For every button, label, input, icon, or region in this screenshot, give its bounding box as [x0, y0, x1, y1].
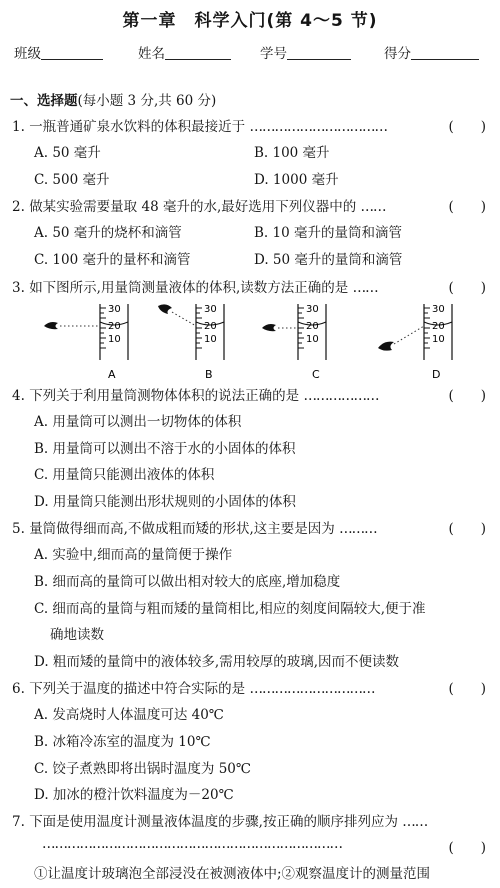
option-c[interactable]: C. 饺子煮熟即将出锅时温度为 50℃ [34, 761, 252, 777]
scale-label-10: 10 [306, 334, 319, 345]
question-stem: 量筒做得细而高,不做成粗而矮的形状,这主要是因为 [29, 521, 335, 537]
leader-dots: ……… [339, 521, 377, 537]
option-b[interactable]: B. 细而高的量筒可以做出相对较大的底座,增加稳度 [34, 574, 341, 590]
option-c[interactable]: C. 500 毫升 [34, 172, 110, 188]
option-a[interactable]: A. 发高烧时人体温度可达 40℃ [34, 707, 224, 723]
score-field[interactable] [384, 42, 479, 62]
answer-paren[interactable]: ( ) [448, 521, 486, 537]
question-1 [12, 115, 490, 135]
figure-label-b: B [205, 368, 213, 381]
scale-label-20: 20 [204, 321, 217, 332]
option-d[interactable]: D. 50 毫升的量筒和滴管 [254, 252, 403, 268]
scale-label-30: 30 [306, 304, 319, 315]
score-blank[interactable] [411, 45, 479, 60]
question-number: 7. [12, 814, 25, 830]
class-label: 班级 [14, 46, 41, 62]
class-blank[interactable] [41, 45, 103, 60]
question-7 [12, 810, 490, 830]
scale-label-20: 20 [306, 321, 319, 332]
question-stem: 下列关于温度的描述中符合实际的是 [29, 681, 246, 697]
question-number: 6. [12, 681, 25, 697]
question-stem: 下面是使用温度计测量液体温度的步骤,按正确的顺序排列应为 [29, 814, 398, 830]
scale-label-20: 20 [108, 321, 121, 332]
class-field[interactable] [14, 42, 103, 62]
leader-dots: ……………………………………………………………… [42, 836, 342, 852]
answer-paren[interactable]: ( ) [448, 681, 486, 697]
option-c[interactable]: C. 细而高的量筒与粗而矮的量筒相比,相应的刻度间隔较大,便于准 [34, 601, 426, 617]
leader-dots: ……………… [303, 388, 379, 404]
section-title: 一、选择题 [10, 93, 78, 109]
question-number: 3. [12, 280, 25, 296]
option-d[interactable]: D. 用量筒只能测出形状规则的小固体的体积 [34, 494, 296, 510]
option-c[interactable]: C. 100 毫升的量杯和滴管 [34, 252, 191, 268]
option-c[interactable]: C. 用量筒只能测出液体的体积 [34, 467, 215, 483]
name-field[interactable] [138, 42, 231, 62]
scale-label-30: 30 [432, 304, 445, 315]
scale-label-20: 20 [432, 321, 445, 332]
cylinder-figure [0, 298, 500, 382]
eye-icon [378, 342, 394, 351]
question-4 [12, 384, 490, 404]
option-b[interactable]: B. 冰箱冷冻室的温度为 10℃ [34, 734, 211, 750]
question-2 [12, 195, 490, 215]
eye-icon [262, 324, 276, 331]
leader-dots: ………………………… [249, 681, 375, 697]
option-b[interactable]: B. 100 毫升 [254, 145, 330, 161]
answer-paren[interactable]: ( ) [448, 280, 486, 296]
answer-paren[interactable]: ( ) [448, 119, 486, 135]
sight-line [172, 312, 196, 326]
option-a[interactable]: A. 实验中,细而高的量筒便于操作 [34, 547, 233, 563]
question-3 [12, 276, 490, 296]
cylinder-c[interactable] [262, 304, 326, 381]
option-b[interactable]: B. 10 毫升的量筒和滴管 [254, 225, 402, 241]
question-5 [12, 517, 490, 537]
question-6 [12, 677, 490, 697]
leader-dots: …………………………… [249, 119, 387, 135]
scale-label-30: 30 [108, 304, 121, 315]
figure-label-d: D [432, 368, 441, 381]
procedure-steps: ①让温度计玻璃泡全部浸没在被测液体中;②观察温度计的测量范围 [34, 866, 431, 882]
page-title: 第一章 科学入门(第 4～5 节) [122, 11, 378, 31]
answer-paren[interactable]: ( ) [448, 840, 486, 856]
leader-dots: …… [352, 280, 378, 296]
sight-line [394, 326, 424, 344]
scale-label-10: 10 [432, 334, 445, 345]
eye-icon [158, 304, 172, 314]
option-d[interactable]: D. 加冰的橙汁饮料温度为－20℃ [34, 787, 234, 803]
scale-label-10: 10 [204, 334, 217, 345]
id-blank[interactable] [287, 45, 351, 60]
option-a[interactable]: A. 用量筒可以测出一切物体的体积 [34, 414, 242, 430]
scale-label-10: 10 [108, 334, 121, 345]
leader-dots: …… [360, 199, 386, 215]
question-number: 5. [12, 521, 25, 537]
name-blank[interactable] [165, 45, 231, 60]
option-b[interactable]: B. 用量筒可以测出不溶于水的小固体的体积 [34, 441, 296, 457]
option-a[interactable]: A. 50 毫升 [34, 145, 101, 161]
answer-paren[interactable]: ( ) [448, 388, 486, 404]
question-number: 1. [12, 119, 25, 135]
question-stem: 如下图所示,用量筒测量液体的体积,读数方法正确的是 [29, 280, 349, 296]
question-number: 4. [12, 388, 25, 404]
eye-icon [44, 322, 58, 329]
option-d[interactable]: D. 粗而矮的量筒中的液体较多,需用较厚的玻璃,因而不便读数 [34, 654, 400, 670]
name-label: 姓名 [138, 46, 165, 62]
question-stem: 下列关于利用量筒测物体体积的说法正确的是 [29, 388, 300, 404]
option-a[interactable]: A. 50 毫升的烧杯和滴管 [34, 225, 182, 241]
option-c-continued: 确地读数 [50, 627, 104, 643]
cylinder-b[interactable] [158, 304, 224, 381]
id-field[interactable] [260, 42, 351, 62]
answer-paren[interactable]: ( ) [448, 199, 486, 215]
option-d[interactable]: D. 1000 毫升 [254, 172, 339, 188]
score-label: 得分 [384, 46, 411, 62]
figure-label-c: C [312, 368, 320, 381]
section-heading [10, 89, 216, 109]
question-stem: 做某实验需要量取 48 毫升的水,最好选用下列仪器中的 [29, 199, 357, 215]
figure-label-a: A [108, 368, 116, 381]
scale-label-30: 30 [204, 304, 217, 315]
id-label: 学号 [260, 46, 287, 62]
cylinder-d[interactable] [378, 304, 452, 381]
question-number: 2. [12, 199, 25, 215]
cylinder-a[interactable] [44, 304, 128, 381]
section-note: (每小题 3 分,共 60 分) [77, 93, 217, 109]
leader-dots: …… [402, 814, 428, 830]
question-stem: 一瓶普通矿泉水饮料的体积最接近于 [29, 119, 246, 135]
